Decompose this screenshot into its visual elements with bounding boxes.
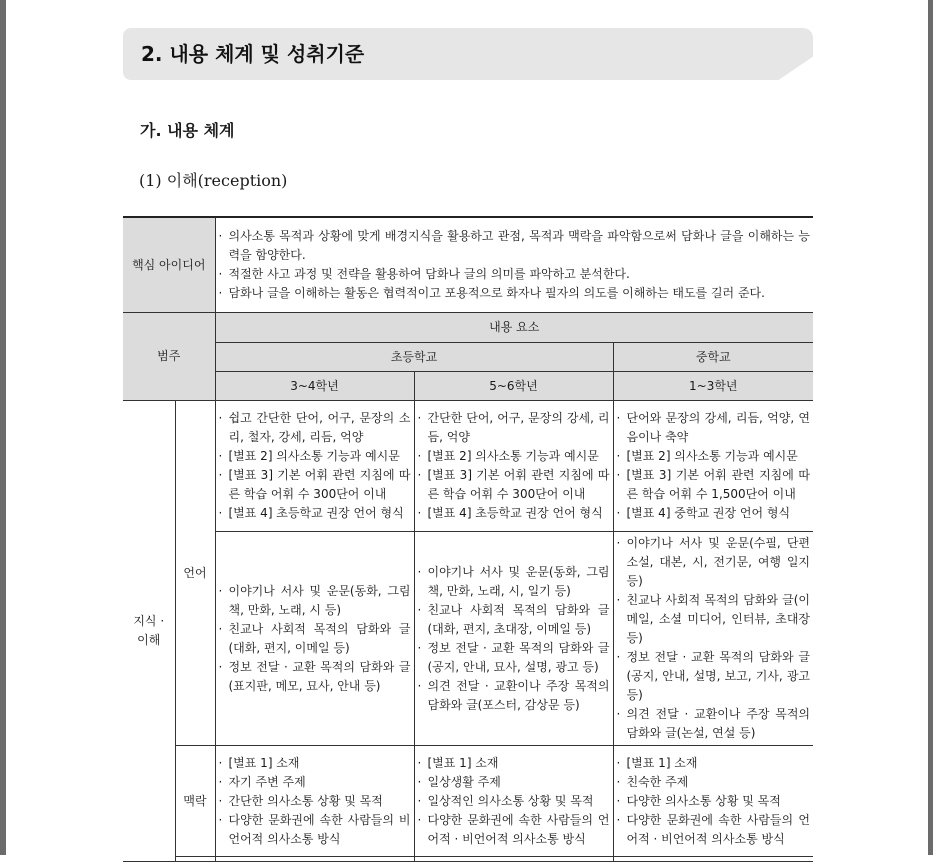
group-label: 지식 · 이해 <box>123 401 175 862</box>
content-system-table <box>123 216 813 862</box>
core-idea-item: · 의사소통 목적과 상황에 맞게 배경지식을 활용하고 관점, 목적과 맥락을 파악함으로써 담화나 글을 이해하는 능력을 함양한다. <box>219 227 811 265</box>
content-cell <box>414 746 613 857</box>
content-item: · 간단한 단어, 어구, 문장의 강세, 리듬, 억양 <box>418 409 610 447</box>
grade-header: 3~4학년 <box>215 372 414 401</box>
content-item: · 일상적인 의사소통 상황 및 목적 <box>418 792 610 811</box>
core-idea-item: · 적절한 사고 과정 및 전략을 활용하여 담화나 글의 의미를 파악하고 분석한다. <box>219 265 811 284</box>
core-idea-label: 핵심 아이디어 <box>123 217 215 313</box>
content-item: · [별표 4] 초등학교 권장 언어 형식 <box>219 504 411 523</box>
header-row-1 <box>123 313 813 343</box>
elementary-header: 초등학교 <box>215 343 613 372</box>
content-item: · 다양한 문화권에 속한 사람들의 비언어적 의사소통 방식 <box>219 811 411 849</box>
page-edge-right <box>928 0 933 855</box>
content-item: · [별표 1] 소재 <box>219 754 411 773</box>
content-cell <box>613 746 813 857</box>
language-row-2 <box>123 532 813 746</box>
category-label: 범주 <box>123 313 215 401</box>
content-cell <box>215 532 414 746</box>
content-item: · [별표 2] 의사소통 기능과 예시문 <box>219 447 411 466</box>
content-item: · [별표 2] 의사소통 기능과 예시문 <box>418 447 610 466</box>
content-item: · 의견 전달 · 교환이나 주장 목적의 담화와 글(논설, 연설 등) <box>617 705 811 743</box>
content-item: · 이야기나 서사 및 운문(동화, 그림책, 만화, 노래, 시, 일기 등) <box>418 563 610 601</box>
content-item: · [별표 4] 중학교 권장 언어 형식 <box>617 504 811 523</box>
content-item: · 의견 전달 · 교환이나 주장 목적의 담화와 글(포스터, 감상문 등) <box>418 677 610 715</box>
content-item: · 정보 전달 · 교환 목적의 담화와 글(공지, 안내, 설명, 보고, 기사, 광고 등) <box>617 648 811 705</box>
content-item: · [별표 1] 소재 <box>617 754 811 773</box>
content-item: · [별표 4] 초등학교 권장 언어 형식 <box>418 504 610 523</box>
content-item: · 간단한 의사소통 상황 및 목적 <box>219 792 411 811</box>
content-item: · [별표 3] 기본 어휘 관련 지침에 따른 학습 어휘 수 300단어 이내 <box>219 466 411 504</box>
content-item: · [별표 3] 기본 어휘 관련 지침에 따른 학습 어휘 수 1,500단어 이내 <box>617 466 811 504</box>
grade-header: 5~6학년 <box>414 372 613 401</box>
header-row-3 <box>123 372 813 401</box>
content-cell <box>613 401 813 532</box>
middle-header: 중학교 <box>613 343 813 372</box>
content-item: · [별표 2] 의사소통 기능과 예시문 <box>617 447 811 466</box>
content-elements-header: 내용 요소 <box>215 313 813 343</box>
content-cell <box>215 401 414 532</box>
content-item: · 친숙한 주제 <box>617 773 811 792</box>
core-idea-list <box>219 227 811 303</box>
content-cell <box>414 401 613 532</box>
content-item: · 친교나 사회적 목적의 담화와 글(이메일, 소셜 미디어, 인터뷰, 초대장 등) <box>617 591 811 648</box>
core-idea-item: · 담화나 글을 이해하는 활동은 협력적이고 포용적으로 화자나 필자의 의도를 이해하는 태도를 길러 준다. <box>219 284 811 303</box>
core-idea-row <box>123 217 813 313</box>
subsubsection-title: (1) 이해(reception) <box>139 171 288 190</box>
content-item: · 다양한 문화권에 속한 사람들의 언어적 · 비언어적 의사소통 방식 <box>418 811 610 849</box>
content-item: · 친교나 사회적 목적의 담화와 글(대화, 편지, 초대장, 이메일 등) <box>418 601 610 639</box>
context-label: 맥락 <box>175 746 215 857</box>
subsection-title: 가. 내용 체계 <box>140 121 235 140</box>
content-item: · 친교나 사회적 목적의 담화와 글(대화, 편지, 이메일 등) <box>219 620 411 658</box>
content-item: · 일상생활 주제 <box>418 773 610 792</box>
language-row-1 <box>123 401 813 532</box>
content-item: · 이야기나 서사 및 운문(동화, 그림책, 만화, 노래, 시 등) <box>219 582 411 620</box>
content-cell <box>215 746 414 857</box>
content-item: · 정보 전달 · 교환 목적의 담화와 글(공지, 안내, 묘사, 설명, 광고 등) <box>418 639 610 677</box>
content-item: · 다양한 문화권에 속한 사람들의 언어적 · 비언어적 의사소통 방식 <box>617 811 811 849</box>
content-item: · 단어와 문장의 강세, 리듬, 억양, 연음이나 축약 <box>617 409 811 447</box>
context-row <box>123 746 813 857</box>
content-item: · 이야기나 서사 및 운문(수필, 단편소설, 대본, 시, 전기문, 여행 일지 등) <box>617 534 811 591</box>
content-cell <box>414 532 613 746</box>
content-item: · 다양한 의사소통 상황 및 목적 <box>617 792 811 811</box>
content-item: · 자기 주변 주제 <box>219 773 411 792</box>
content-item: · 쉽고 간단한 단어, 어구, 문장의 소리, 철자, 강세, 리듬, 억양 <box>219 409 411 447</box>
content-item: · [별표 3] 기본 어휘 관련 지침에 따른 학습 어휘 수 300단어 이내 <box>418 466 610 504</box>
language-label: 언어 <box>175 401 215 746</box>
grade-header: 1~3학년 <box>613 372 813 401</box>
section-title: 2. 내용 체계 및 성취기준 <box>141 42 365 66</box>
content-item: · 정보 전달 · 교환 목적의 담화와 글(표지판, 메모, 묘사, 안내 등) <box>219 658 411 696</box>
content-cell <box>613 532 813 746</box>
cut-off-row <box>123 857 813 862</box>
content-item: · [별표 1] 소재 <box>418 754 610 773</box>
core-idea-cell <box>215 217 813 313</box>
page-edge-left <box>0 0 6 855</box>
header-row-2 <box>123 343 813 372</box>
